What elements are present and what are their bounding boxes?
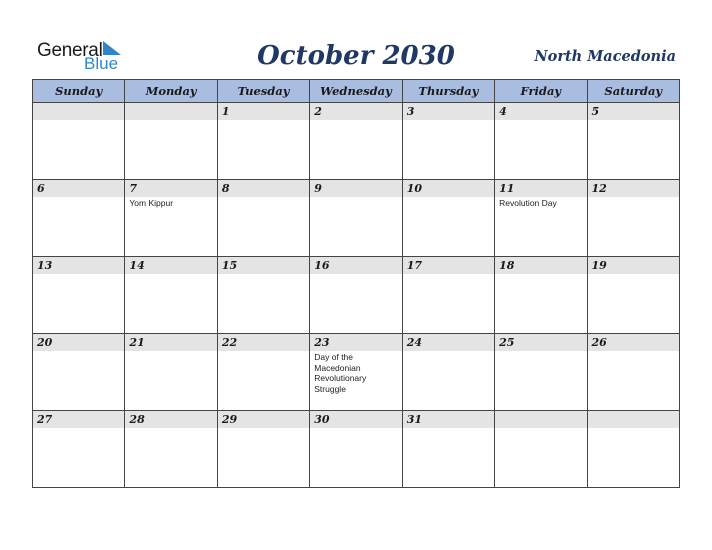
day-number: 1: [218, 103, 309, 120]
week-row: [33, 334, 680, 411]
day-number: 29: [218, 411, 309, 428]
day-cell: [402, 334, 494, 411]
day-cell: [217, 103, 309, 180]
weekday-header: Friday: [495, 80, 587, 103]
day-number: 18: [495, 257, 586, 274]
day-cell: [402, 411, 494, 488]
logo-word-general: General: [37, 40, 103, 61]
page-title: October 2030: [257, 41, 455, 71]
day-cell: [217, 180, 309, 257]
holiday-event: Day of the Macedonian Revolutionary Struggle: [314, 352, 367, 394]
day-number: 3: [403, 103, 494, 120]
holiday-event: [310, 274, 401, 275]
day-cell: [33, 257, 125, 334]
calendar-grid: [32, 79, 680, 488]
holiday-event: [403, 197, 494, 198]
logo-word-blue: Blue: [84, 54, 119, 73]
holiday-event: [588, 351, 679, 352]
holiday-event: [495, 351, 586, 352]
day-cell: [217, 411, 309, 488]
day-cell: [33, 334, 125, 411]
day-cell: [402, 180, 494, 257]
day-number: 16: [310, 257, 401, 274]
day-number: 13: [33, 257, 124, 274]
day-number: 20: [33, 334, 124, 351]
weekday-header: Monday: [125, 80, 217, 103]
day-number: 28: [125, 411, 216, 428]
day-cell: [587, 411, 679, 488]
holiday-event: [495, 274, 586, 275]
country-label: North Macedonia: [534, 48, 676, 65]
day-cell: [310, 334, 402, 411]
holiday-event: [218, 428, 309, 429]
day-cell: [125, 334, 217, 411]
week-row: [33, 180, 680, 257]
day-number: 9: [310, 180, 401, 197]
day-cell: [495, 103, 587, 180]
holiday-event: [125, 428, 216, 429]
day-number: 26: [588, 334, 679, 351]
holiday-event: [403, 428, 494, 429]
day-number: 31: [403, 411, 494, 428]
day-cell: [217, 257, 309, 334]
day-cell: [495, 334, 587, 411]
holiday-event: [588, 274, 679, 275]
day-cell: [33, 180, 125, 257]
holiday-event: [218, 274, 309, 275]
day-cell: [33, 103, 125, 180]
day-number: 19: [588, 257, 679, 274]
holiday-event: [403, 351, 494, 352]
day-number: 24: [403, 334, 494, 351]
week-row: [33, 257, 680, 334]
day-number: 27: [33, 411, 124, 428]
day-number: 21: [125, 334, 216, 351]
day-number: 5: [588, 103, 679, 120]
holiday-event: [310, 120, 401, 121]
holiday-event: Yom Kippur: [129, 198, 174, 208]
day-cell: [125, 103, 217, 180]
day-cell: [495, 411, 587, 488]
day-number: 11: [495, 180, 586, 197]
holiday-event: [403, 120, 494, 121]
holiday-event: [588, 120, 679, 121]
holiday-event: [403, 274, 494, 275]
day-number: [588, 411, 679, 428]
weekday-header: Thursday: [402, 80, 494, 103]
day-cell: [402, 103, 494, 180]
day-number: 8: [218, 180, 309, 197]
day-cell: [310, 103, 402, 180]
day-cell: [125, 257, 217, 334]
day-cell: [217, 334, 309, 411]
day-cell: [310, 257, 402, 334]
holiday-event: [310, 197, 401, 198]
day-cell: [125, 411, 217, 488]
day-number: 14: [125, 257, 216, 274]
day-cell: [587, 180, 679, 257]
day-cell: [587, 334, 679, 411]
weekday-header: Sunday: [33, 80, 125, 103]
day-number: 6: [33, 180, 124, 197]
holiday-event: [588, 428, 679, 429]
holiday-event: [495, 120, 586, 121]
holiday-event: [218, 197, 309, 198]
day-cell: [587, 257, 679, 334]
holiday-event: [218, 351, 309, 352]
holiday-event: [125, 274, 216, 275]
weekday-header: Saturday: [587, 80, 679, 103]
weekday-header-row: [33, 80, 680, 103]
holiday-event: [495, 428, 586, 429]
day-cell: [402, 257, 494, 334]
holiday-event: [33, 428, 124, 429]
day-number: 12: [588, 180, 679, 197]
holiday-event: Revolution Day: [499, 198, 557, 208]
day-number: 25: [495, 334, 586, 351]
day-number: 23: [310, 334, 401, 351]
weekday-header: Tuesday: [217, 80, 309, 103]
day-cell: [310, 411, 402, 488]
day-number: 17: [403, 257, 494, 274]
week-row: [33, 103, 680, 180]
day-number: 30: [310, 411, 401, 428]
day-number: 15: [218, 257, 309, 274]
day-number: 7: [125, 180, 216, 197]
day-cell: [310, 180, 402, 257]
day-cell: [495, 180, 587, 257]
holiday-event: [33, 197, 124, 198]
holiday-event: [588, 197, 679, 198]
weekday-header: Wednesday: [310, 80, 402, 103]
day-cell: [587, 103, 679, 180]
holiday-event: [33, 274, 124, 275]
day-cell: [33, 411, 125, 488]
holiday-event: [125, 120, 216, 121]
day-number: 10: [403, 180, 494, 197]
day-cell: [125, 180, 217, 257]
week-row: [33, 411, 680, 488]
day-number: [495, 411, 586, 428]
day-number: 22: [218, 334, 309, 351]
holiday-event: [310, 428, 401, 429]
holiday-event: [125, 351, 216, 352]
day-number: 4: [495, 103, 586, 120]
day-number: [125, 103, 216, 120]
day-number: [33, 103, 124, 120]
day-number: 2: [310, 103, 401, 120]
day-cell: [495, 257, 587, 334]
holiday-event: [33, 351, 124, 352]
holiday-event: [218, 120, 309, 121]
holiday-event: [33, 120, 124, 121]
